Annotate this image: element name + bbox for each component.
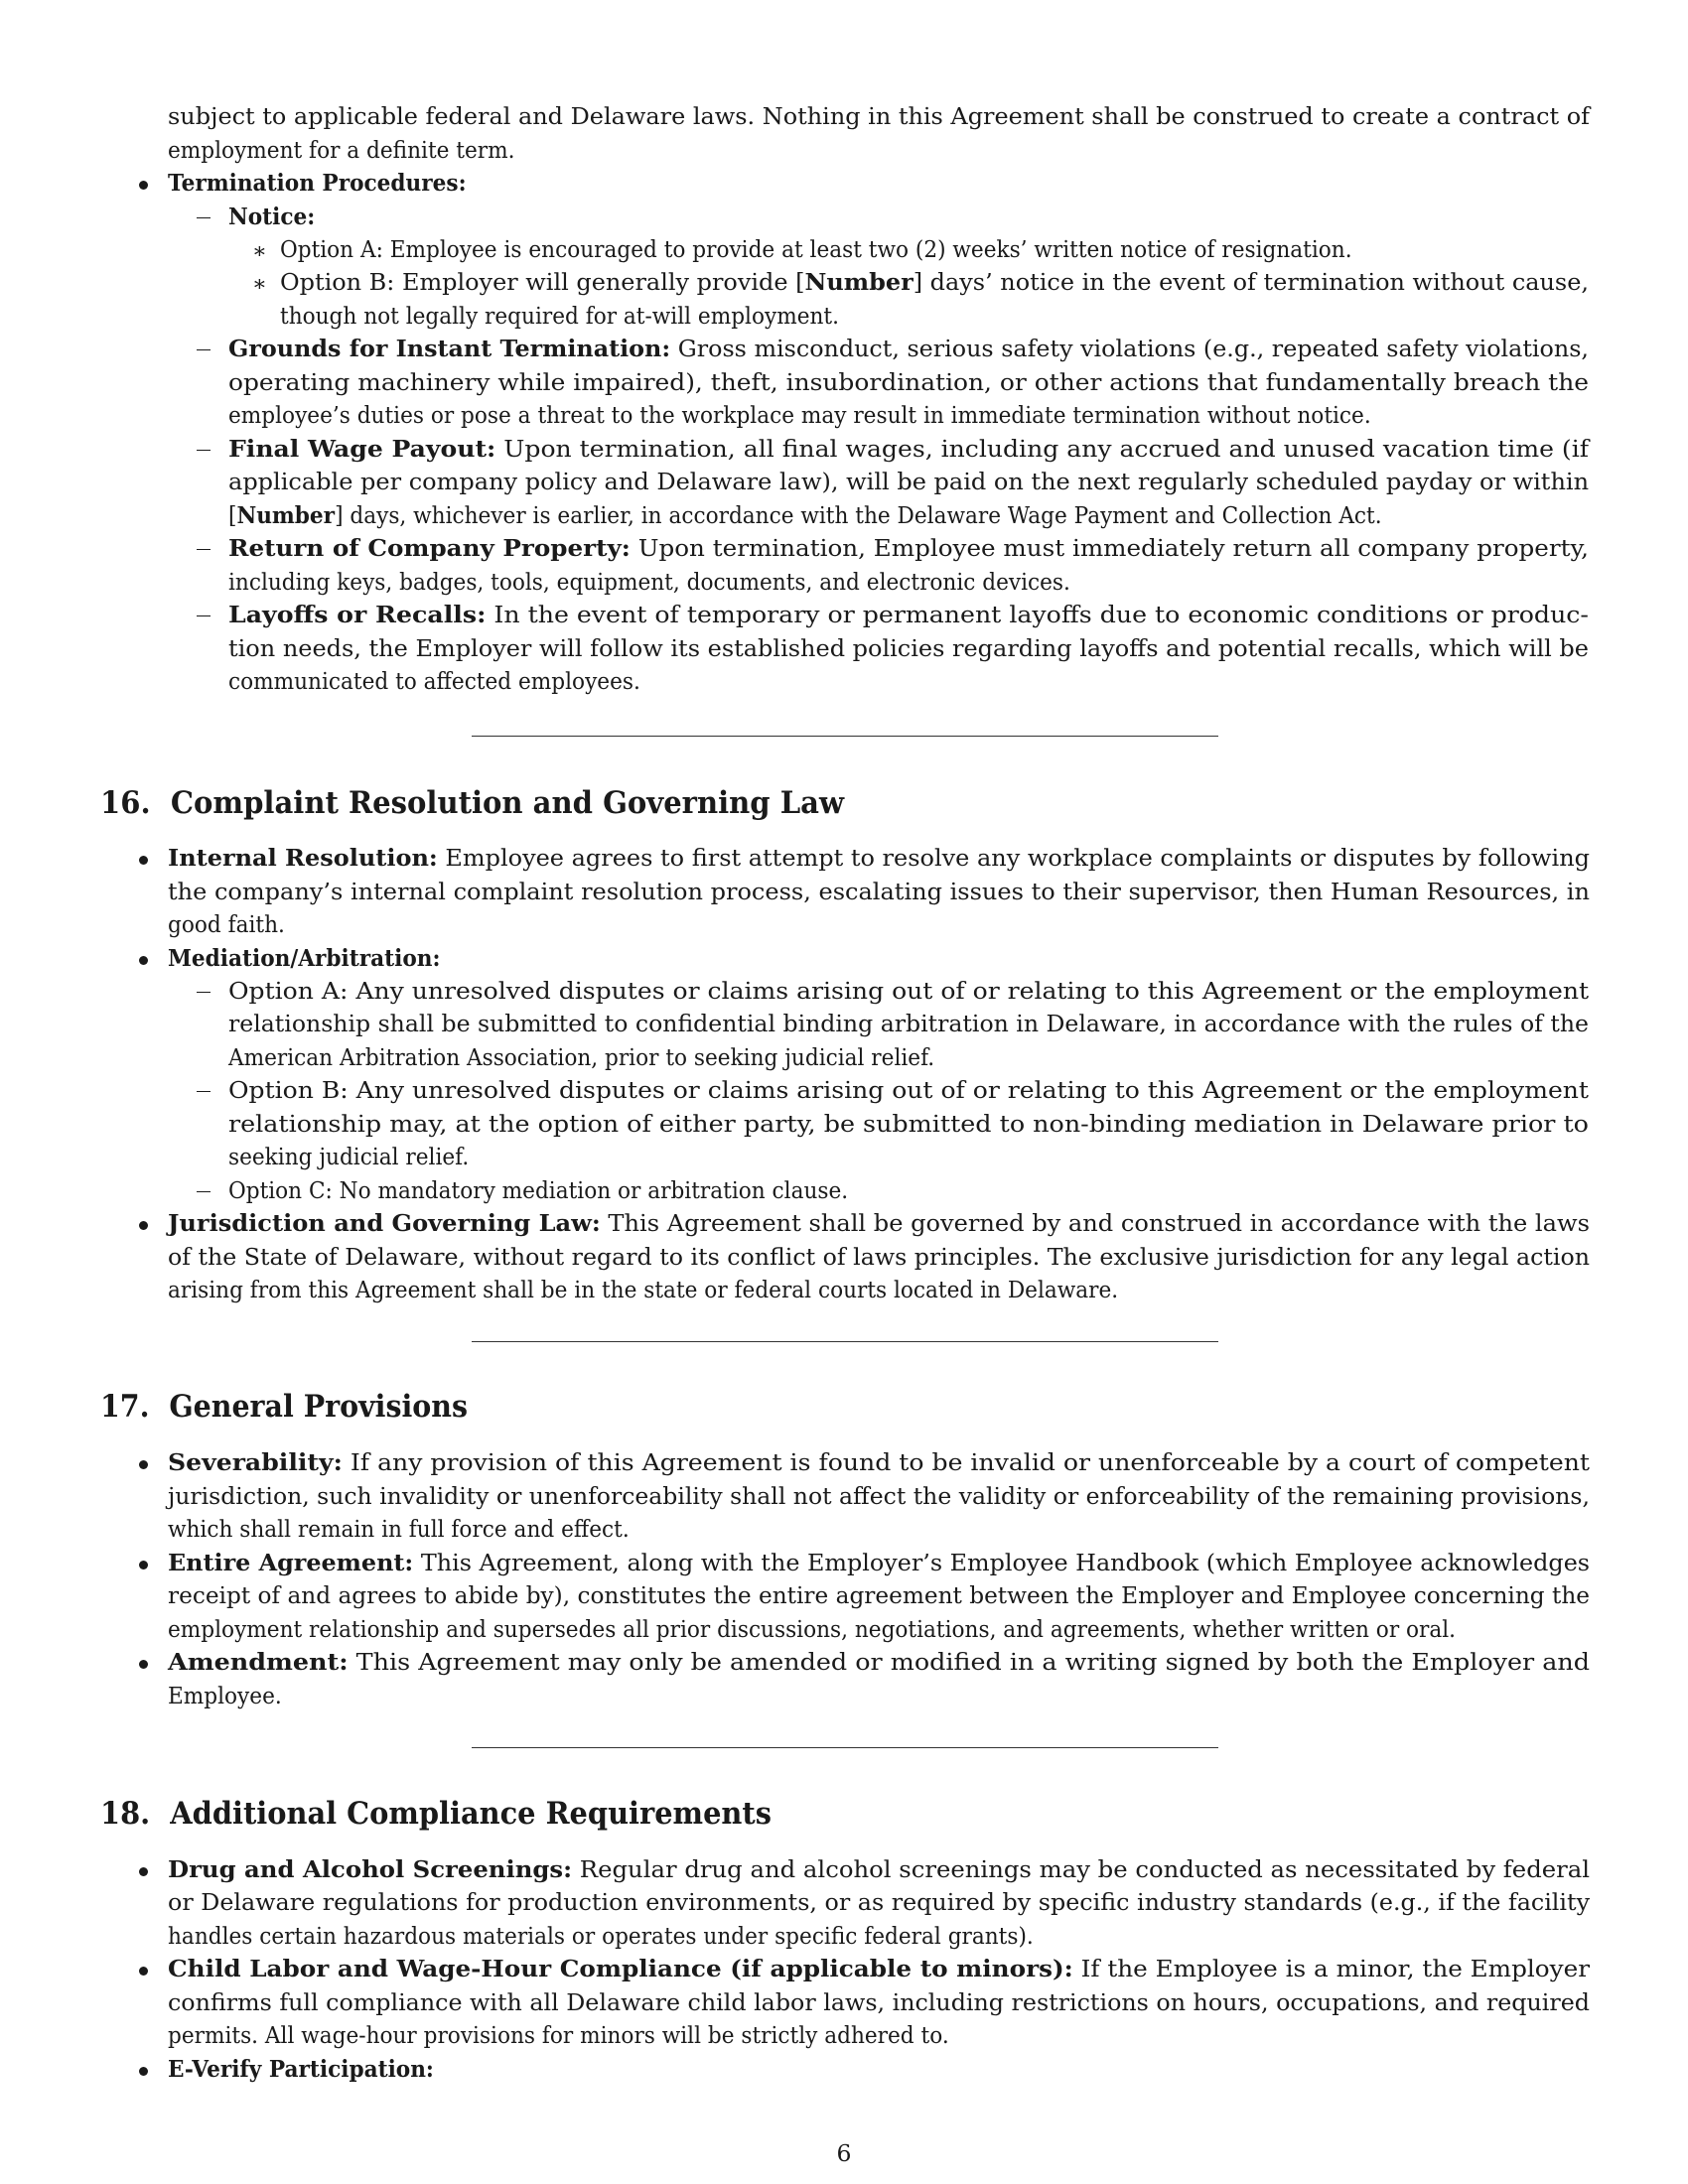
text-run: the company’s internal complaint resolution process, escalating issues to their supervisor, then Human Resources, in [168, 878, 1590, 905]
bold-text: Notice: [228, 203, 316, 230]
text-line [228, 366, 1589, 399]
dash-icon [197, 217, 211, 218]
text-line [168, 908, 285, 941]
bold-text: Number [804, 268, 914, 296]
asterisk-icon: ∗ [252, 239, 267, 264]
asterisk-icon: ∗ [252, 272, 267, 297]
text-run: receipt of and agrees to abide by), constitutes the entire agreement between the Employer and Employee concerning the [168, 1581, 1591, 1609]
section-17-heading [100, 1387, 468, 1427]
dash-icon [197, 615, 211, 616]
text-line [168, 842, 1590, 875]
text-run: Upon termination, Employee must immediately return all company property, [630, 534, 1590, 562]
text-run: ] days, whichever is earlier, in accordance with the Delaware Wage Payment and Collection Act. [335, 501, 1382, 529]
text-run: If any provision of this Agreement is found to be invalid or unenforceable by a court of competent [342, 1448, 1591, 1476]
text-line [228, 399, 1371, 432]
text-line [228, 1074, 1589, 1107]
text-line [168, 1680, 282, 1712]
bold-text: Grounds for Instant Termination: [228, 335, 671, 362]
section-number: 18. [100, 1796, 151, 1832]
text-line [280, 266, 1589, 299]
bullet-icon [139, 1867, 148, 1876]
text-line [168, 876, 1590, 908]
bold-text: Layoffs or Recalls: [228, 601, 487, 628]
text-run: This Agreement may only be amended or modified in a writing signed by both the Employer and [348, 1648, 1591, 1676]
text-line [168, 1274, 1118, 1306]
text-line [168, 2019, 949, 2052]
bold-text: Severability: [168, 1448, 343, 1476]
text-line [228, 1174, 848, 1207]
bold-text: Return of Company Property: [228, 534, 631, 562]
text-line [168, 2053, 434, 2086]
bold-text: E-Verify Participation: [168, 2055, 434, 2083]
text-line [168, 1513, 630, 1546]
text-run: Option A: Employee is encouraged to provide at least two (2) weeks’ written notice of resignation. [280, 235, 1352, 263]
dash-icon [197, 1091, 211, 1092]
text-run: or Delaware regulations for production environments, or as required by specific industry standards (e.g., if the facility [168, 1888, 1591, 1916]
text-line [228, 1008, 1589, 1040]
text-line [168, 1613, 1456, 1646]
section-divider [472, 1747, 1218, 1748]
text-run: Regular drug and alcohol screenings may be conducted as necessitated by federal [572, 1855, 1591, 1883]
section-divider [472, 1341, 1218, 1342]
text-run: tion needs, the Employer will follow its established policies regarding layoffs and potential recalls, which will be [228, 634, 1589, 662]
text-line [168, 167, 467, 200]
text-line [168, 1547, 1590, 1579]
dash-icon [197, 992, 211, 993]
text-run: Option B: Any unresolved disputes or claims arising out of or relating to this Agreement or the employment [228, 1076, 1589, 1104]
bold-text: Number [236, 501, 336, 529]
text-line [228, 599, 1589, 631]
text-line [228, 466, 1589, 498]
section-title: General Provisions [169, 1389, 468, 1425]
text-line [280, 300, 839, 333]
text-run: confirms full compliance with all Delaware child labor laws, including restrictions on hours, occupations, and required [168, 1988, 1590, 2016]
text-line [168, 1480, 1590, 1513]
section-18-heading [100, 1794, 772, 1834]
text-line [228, 665, 640, 698]
text-run: Gross misconduct, serious safety violations (e.g., repeated safety violations, [670, 335, 1589, 362]
bold-text: Jurisdiction and Governing Law: [168, 1209, 601, 1237]
text-line [228, 1041, 934, 1074]
text-run: operating machinery while impaired), theft, insubordination, or other actions that fundamentally breach the [228, 368, 1589, 396]
text-line [168, 134, 514, 167]
text-line [228, 975, 1589, 1008]
bold-text: Termination Procedures: [168, 169, 467, 197]
text-line [168, 100, 1590, 133]
section-number: 17. [100, 1389, 150, 1425]
text-run: relationship shall be submitted to confidential binding arbitration in Delaware, in accordance with the rules of the [228, 1010, 1589, 1037]
text-run: employment for a definite term. [168, 136, 515, 164]
text-run: relationship may, at the option of either party, be submitted to non-binding mediation in Delaware prior to [228, 1110, 1589, 1138]
bullet-icon [139, 1561, 148, 1570]
bold-text: Amendment: [168, 1648, 349, 1676]
bold-text: Mediation/Arbitration: [168, 944, 441, 972]
text-run: employment relationship and supersedes all prior discussions, negotiations, and agreements, whether written or oral. [168, 1615, 1457, 1643]
text-run: of the State of Delaware, without regard to its conflict of laws principles. The exclusive jurisdiction for any legal action [168, 1243, 1590, 1271]
text-run: If the Employee is a minor, the Employer [1072, 1955, 1591, 1982]
text-run: American Arbitration Association, prior to seeking judicial relief. [228, 1043, 935, 1071]
text-run: Employee. [168, 1682, 282, 1709]
text-run: which shall remain in full force and effect. [168, 1515, 630, 1543]
dash-icon [197, 549, 211, 550]
section-number: 16. [100, 785, 151, 821]
text-run: applicable per company policy and Delaware law), will be paid on the next regularly scheduled payday or within [228, 468, 1590, 495]
text-line [168, 1920, 1034, 1953]
section-title: Complaint Resolution and Governing Law [170, 785, 845, 821]
bullet-icon [139, 956, 148, 965]
text-line [168, 1986, 1590, 2019]
text-line [168, 1446, 1590, 1479]
text-line [168, 1579, 1590, 1612]
bold-text: Final Wage Payout: [228, 435, 496, 463]
text-line [228, 566, 1070, 599]
section-divider [472, 736, 1218, 737]
text-line [168, 1646, 1590, 1679]
text-run: [ [228, 501, 237, 529]
text-run: Option C: No mandatory mediation or arbitration clause. [228, 1176, 849, 1204]
text-run: subject to applicable federal and Delaware laws. Nothing in this Agreement shall be construed to create a contract of [168, 102, 1591, 130]
text-line [168, 1886, 1590, 1919]
text-line [228, 201, 315, 233]
page-number: 6 [836, 2139, 852, 2167]
text-run: This Agreement shall be governed by and construed in accordance with the laws [600, 1209, 1590, 1237]
section-title: Additional Compliance Requirements [170, 1796, 772, 1832]
text-line [228, 333, 1589, 365]
bold-text: Entire Agreement: [168, 1549, 414, 1576]
text-run: In the event of temporary or permanent layoffs due to economic conditions or produc- [486, 601, 1589, 628]
bold-text: Drug and Alcohol Screenings: [168, 1855, 573, 1883]
text-run: Upon termination, all final wages, including any accrued and unused vacation time (if [495, 435, 1590, 463]
bullet-icon [139, 1221, 148, 1230]
text-line [168, 1953, 1590, 1985]
dash-icon [197, 450, 211, 451]
text-run: though not legally required for at-will employment. [280, 302, 839, 330]
text-run: Option B: Employer will generally provide [ [280, 268, 805, 296]
bullet-icon [139, 1460, 148, 1469]
text-run: jurisdiction, such invalidity or unenforceability shall not affect the validity or enforceability of the remaining provisions, [168, 1482, 1590, 1510]
text-line [168, 1207, 1590, 1240]
text-line [228, 433, 1589, 466]
text-run: permits. All wage-hour provisions for minors will be strictly adhered to. [168, 2021, 949, 2049]
text-run: arising from this Agreement shall be in the state or federal courts located in Delaware. [168, 1276, 1119, 1303]
text-line [228, 632, 1589, 665]
dash-icon [197, 1191, 211, 1192]
text-run: employee’s duties or pose a threat to the workplace may result in immediate termination without notice. [228, 401, 1371, 429]
text-run: handles certain hazardous materials or operates under specific federal grants). [168, 1922, 1034, 1950]
bullet-icon [139, 1967, 148, 1976]
text-run: good faith. [168, 910, 285, 938]
text-run: ] days’ notice in the event of termination without cause, [913, 268, 1590, 296]
bullet-icon [139, 1660, 148, 1669]
section-16-heading [100, 783, 844, 823]
text-run: Option A: Any unresolved disputes or claims arising out of or relating to this Agreement or the employment [228, 977, 1590, 1005]
bold-text: Child Labor and Wage-Hour Compliance (if applicable to minors): [168, 1955, 1073, 1982]
text-run: This Agreement, along with the Employer’s Employee Handbook (which Employee acknowledges [413, 1549, 1591, 1576]
text-run: Employee agrees to first attempt to resolve any workplace complaints or disputes by following [437, 844, 1591, 872]
text-line [168, 1241, 1590, 1274]
bullet-icon [139, 856, 148, 865]
dash-icon [197, 349, 211, 350]
bullet-icon [139, 2067, 148, 2076]
bold-text: Internal Resolution: [168, 844, 438, 872]
text-run: including keys, badges, tools, equipment, documents, and electronic devices. [228, 568, 1070, 596]
text-line [228, 499, 1382, 532]
text-line [168, 942, 440, 975]
text-line [228, 532, 1589, 565]
text-line [228, 1108, 1589, 1141]
text-line [280, 233, 1352, 266]
text-run: communicated to affected employees. [228, 667, 640, 695]
bullet-icon [139, 181, 148, 190]
text-line [168, 1853, 1590, 1886]
text-line [228, 1141, 469, 1173]
text-run: seeking judicial relief. [228, 1143, 470, 1170]
